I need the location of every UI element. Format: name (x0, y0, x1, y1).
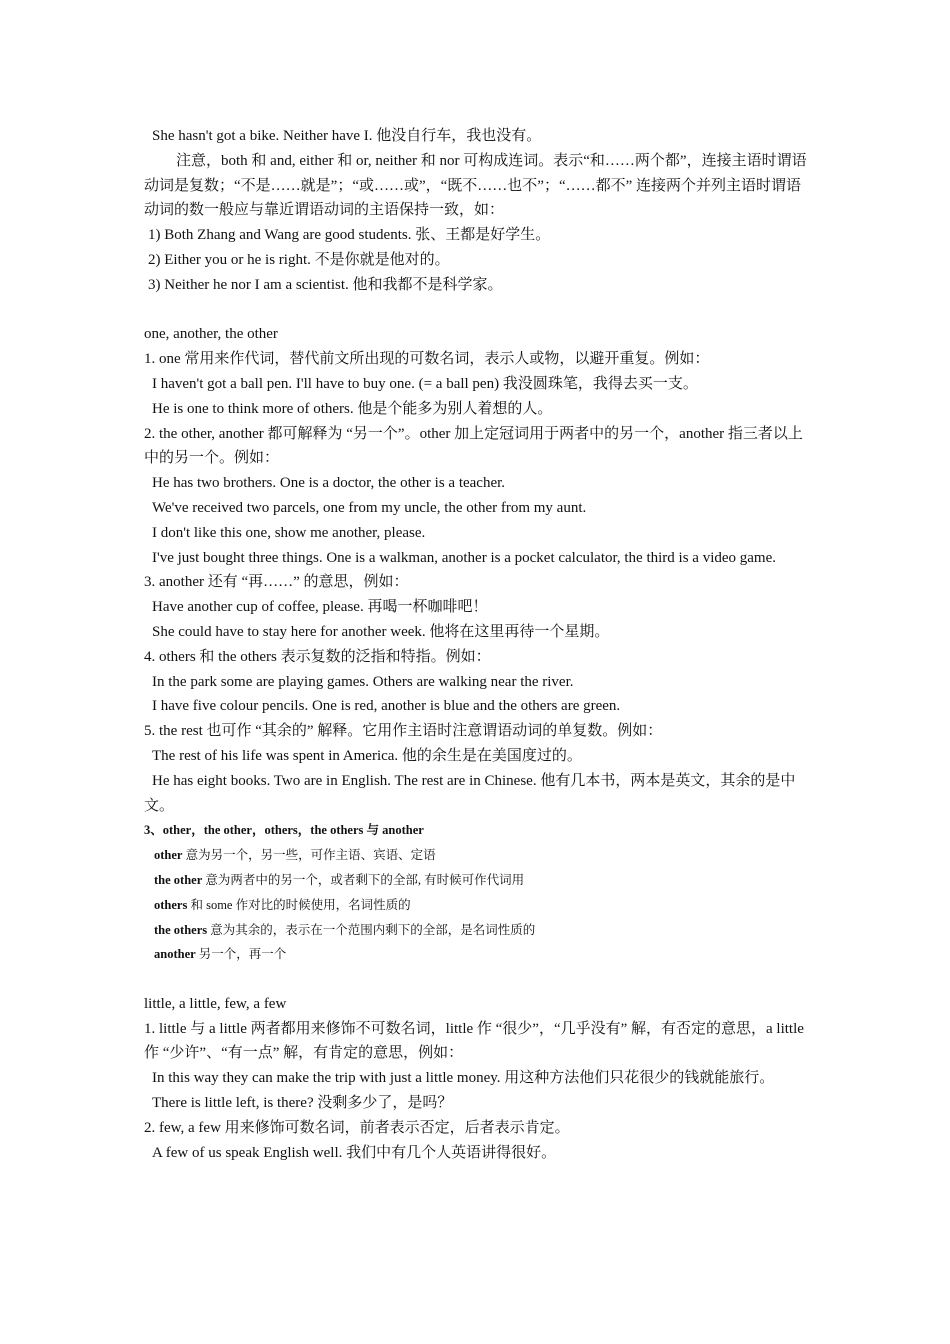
summary-item (144, 868, 808, 893)
rule-paragraph: 2. few, a few 用来修饰可数名词，前者表示否定，后者表示肯定。 (144, 1119, 570, 1136)
example-item: 1) Both Zhang and Wang are good students. 张、王都是好学生。 (148, 227, 551, 244)
summary-term: the others (154, 922, 208, 937)
example-sentence: She hasn't got a bike. Neither have I. 他没自行车，我也没有。 (152, 128, 542, 144)
example-sentence: He has two brothers. One is a doctor, the other is a teacher. (152, 475, 506, 492)
rule-paragraph: 1. little 与 a little 两者都用来修饰不可数名词，little 作 “很少”，“几乎没有” 解，有否定的意思，a little 作 “少许”、“有一点” 解，有肯定的意思，例如： (144, 1020, 804, 1062)
rule-paragraph: 4. others 和 the others 表示复数的泛指和特指。例如： (144, 648, 491, 665)
rule-paragraph: 3. another 还有 “再……” 的意思，例如： (144, 574, 409, 591)
summary-term: other (154, 848, 183, 863)
rule-paragraph: 1. one 常用来作代词，替代前文所出现的可数名词，表示人或物，以避开重复。例如： (144, 351, 710, 368)
document-body (144, 124, 808, 1165)
note-paragraph: 注意，both 和 and, either 和 or, neither 和 nor 可构成连词。表示“和……两个都”，连接主语时谓语动词是复数；“不是……就是”；“或……或”，“既不……也不”；“……都不” 连接两个并列主语时谓语动词的数一般应与靠近谓语动词的主语保持一致，如： (144, 152, 807, 219)
example-sentence: He has eight books. Two are in English. The rest are in Chinese. 他有几本书，两本是英文，其余的是中文。 (144, 772, 796, 814)
example-sentence: She could have to stay here for another week. 他将在这里再待一个星期。 (152, 623, 610, 640)
example-sentence: I haven't got a ball pen. I'll have to buy one. (= a ball pen) 我没圆珠笔，我得去买一支。 (152, 375, 698, 392)
example-sentence: He is one to think more of others. 他是个能多为别人着想的人。 (152, 400, 553, 417)
example-sentence: There is little left, is there? 没剩多少了，是吗？ (152, 1095, 453, 1112)
example-sentence: Have another cup of coffee, please. 再喝一杯咖啡吧！ (152, 599, 488, 616)
rule-paragraph: 2. the other, another 都可解释为 “另一个”。other 加上定冠词用于两者中的另一个，another 指三者以上中的另一个。例如： (144, 425, 803, 467)
summary-text: 意为两者中的另一个，或者剩下的全部, 有时候可作代词用 (202, 872, 525, 887)
summary-heading: 3、other，the other，others，the others 与 another (144, 823, 424, 838)
summary-item (144, 942, 808, 967)
section-heading: one, another, the other (144, 326, 278, 343)
example-sentence: I've just bought three things. One is a walkman, another is a pocket calculator, the third is a video game. (152, 549, 777, 566)
summary-item (144, 893, 808, 918)
summary-term: others (154, 897, 188, 912)
section-heading: little, a little, few, a few (144, 995, 287, 1012)
example-sentence: I have five colour pencils. One is red, another is blue and the others are green. (152, 698, 621, 715)
rule-paragraph: 5. the rest 也可作 “其余的” 解释。它用作主语时注意谓语动词的单复数。例如： (144, 723, 663, 740)
example-sentence: A few of us speak English well. 我们中有几个人英语讲得很好。 (152, 1144, 557, 1161)
example-sentence: We've received two parcels, one from my uncle, the other from my aunt. (152, 499, 587, 516)
example-item: 3) Neither he nor I am a scientist. 他和我都不是科学家。 (148, 276, 503, 293)
summary-term: another (154, 947, 196, 962)
summary-text: 和 some 作对比的时候使用，名词性质的 (187, 897, 411, 912)
summary-item (144, 918, 808, 943)
example-sentence: In the park some are playing games. Others are walking near the river. (152, 673, 574, 690)
summary-item (144, 843, 808, 868)
summary-text: 另一个，再一个 (195, 947, 287, 962)
summary-text: 意为其余的，表示在一个范围内剩下的全部，是名词性质的 (207, 922, 536, 937)
example-sentence: I don't like this one, show me another, please. (152, 524, 426, 541)
summary-text: 意为另一个，另一些，可作主语、宾语、定语 (182, 848, 436, 863)
example-sentence: The rest of his life was spent in America. 他的余生是在美国度过的。 (152, 747, 582, 764)
example-sentence: In this way they can make the trip with just a little money. 用这种方法他们只花很少的钱就能旅行。 (152, 1070, 775, 1087)
summary-term: the other (154, 872, 203, 887)
example-item: 2) Either you or he is right. 不是你就是他对的。 (148, 251, 450, 268)
